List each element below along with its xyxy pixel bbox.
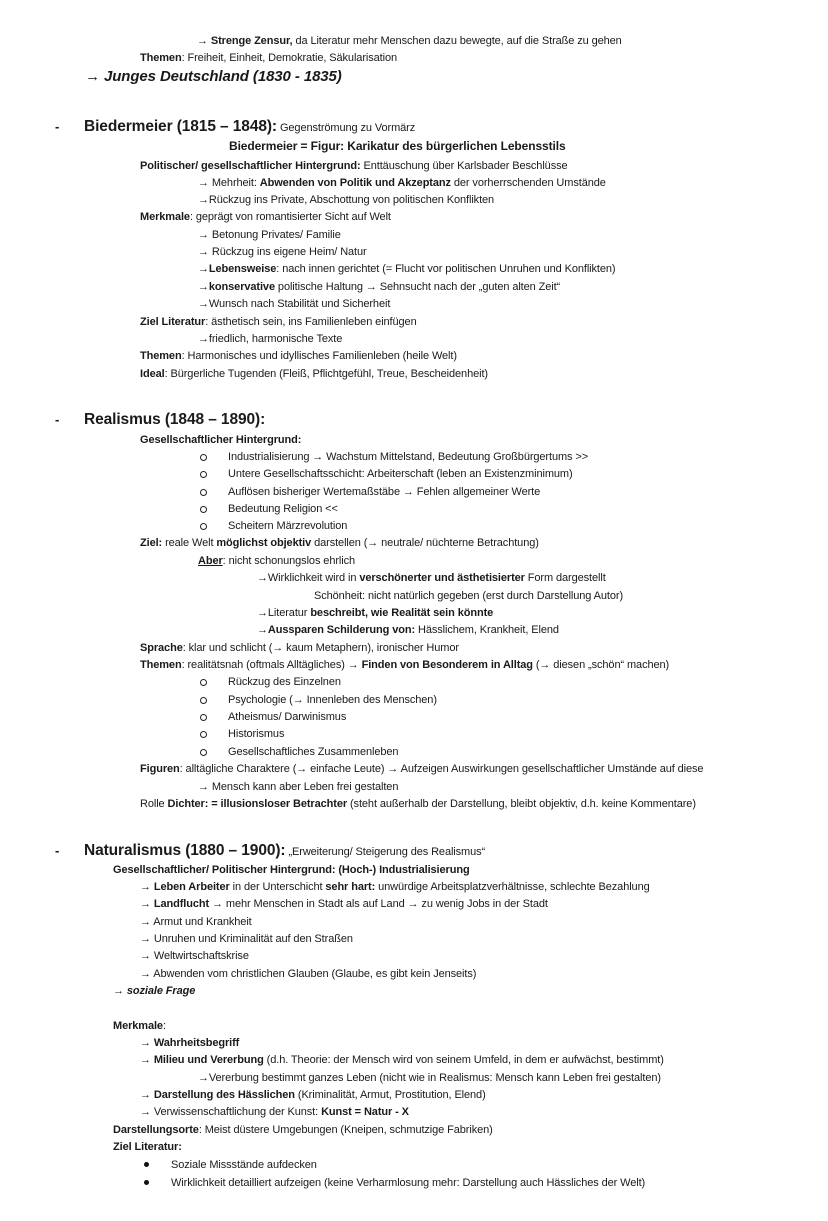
text: reale Welt xyxy=(162,537,217,549)
text: (steht außerhalb der Darstellung, bleibt objektiv, d.h. keine Kommentare) xyxy=(347,798,696,810)
naturalismus-mk4 xyxy=(140,1088,486,1102)
zensur-line xyxy=(197,34,622,48)
darstellungsorte-text: : Meist düstere Umgebungen (Kneipen, schmutzige Fabriken) xyxy=(198,1124,493,1136)
bold-text: Dichter: = illusionsloser Betrachter xyxy=(167,798,348,810)
circle-bullet xyxy=(200,489,207,496)
naturalismus-h1 xyxy=(140,880,650,894)
ziel-label: Ziel Literatur xyxy=(140,316,206,328)
text: → Mehrheit: xyxy=(198,177,260,189)
biedermeier-m4 xyxy=(198,280,560,294)
naturalismus-mk5 xyxy=(140,1105,409,1119)
figuren-text: : alltägliche Charaktere (→ einfache Leute) → Aufzeigen Auswirkungen gesellschaftlicher Umstände auf diese xyxy=(179,763,704,775)
realismus-themen xyxy=(140,658,669,672)
naturalismus-heading xyxy=(84,842,485,861)
merkmale-label: Merkmale xyxy=(140,211,190,223)
text: Rolle xyxy=(140,798,168,810)
realismus-aber xyxy=(198,554,355,568)
circle-bullet xyxy=(200,714,207,721)
naturalismus-mk2 xyxy=(140,1053,664,1067)
themen-label: Themen xyxy=(140,350,182,362)
figuren-label: Figuren xyxy=(140,763,180,775)
merkmale-label: Merkmale xyxy=(113,1020,163,1032)
themen-label: Themen xyxy=(140,52,182,64)
bold-text: Landflucht xyxy=(153,898,210,910)
biedermeier-m3 xyxy=(198,262,615,276)
bold-text: →konservative xyxy=(198,281,275,293)
naturalismus-h2 xyxy=(140,897,548,911)
sprache-label: Sprache xyxy=(140,642,183,654)
text: → Verwissenschaftlichung der Kunst: xyxy=(140,1106,322,1118)
bold-text: → Darstellung des Hässlichen xyxy=(140,1089,295,1101)
merkmale-text: : geprägt von romantisierter Sicht auf Welt xyxy=(189,211,391,223)
circle-bullet xyxy=(200,697,207,704)
realismus-themen-item: Atheismus/ Darwinismus xyxy=(228,711,347,723)
realismus-themen-item: Historismus xyxy=(228,728,285,740)
realismus-themen-item: Gesellschaftliches Zusammenleben xyxy=(228,746,399,758)
aber-label: Aber xyxy=(198,555,223,567)
text: → mehr Menschen in Stadt als auf Land → zu wenig Jobs in der Stadt xyxy=(209,898,548,910)
biedermeier-subtitle: Gegenströmung zu Vormärz xyxy=(277,122,416,134)
text: Hässlichem, Krankheit, Elend xyxy=(415,624,559,636)
naturalismus-darstellungsorte xyxy=(113,1123,493,1137)
naturalismus-ziel: Ziel Literatur: xyxy=(113,1141,182,1153)
zensur-text: da Literatur mehr Menschen dazu bewegte, auf die Straße zu gehen xyxy=(292,35,622,47)
naturalismus-h4: → Unruhen und Kriminalität auf den Straßen xyxy=(140,933,353,945)
sprache-text: : klar und schlicht (→ kaum Metaphern), ironischer Humor xyxy=(182,642,459,654)
ziel-text: : ästhetisch sein, ins Familienleben einfügen xyxy=(205,316,417,328)
realismus-themen-item: Rückzug des Einzelnen xyxy=(228,676,341,688)
dot-bullet xyxy=(144,1180,149,1185)
naturalismus-mk3: →Vererbung bestimmt ganzes Leben (nicht wie in Realismus: Mensch kann Leben frei gestalten) xyxy=(198,1072,661,1084)
circle-bullet xyxy=(200,679,207,686)
biedermeier-figur: Biedermeier = Figur: Karikatur des bürgerlichen Lebensstils xyxy=(229,139,566,153)
biedermeier-m5: →Wunsch nach Stabilität und Sicherheit xyxy=(198,298,391,310)
realismus-hg-item: Auflösen bisheriger Wertemaßstäbe → Fehlen allgemeiner Werte xyxy=(228,486,541,498)
text: →Wirklichkeit wird in xyxy=(257,572,360,584)
naturalismus-title: Naturalismus (1880 – 1900): xyxy=(84,842,286,859)
bold-text: Finden von Besonderem in Alltag xyxy=(361,659,533,671)
text: (d.h. Theorie: der Mensch wird von seinem Umfeld, in dem er aufwächst, bestimmt) xyxy=(263,1054,664,1066)
text: (Kriminalität, Armut, Prostitution, Elend) xyxy=(294,1089,486,1101)
bullet-dash: - xyxy=(55,119,60,134)
bold-text: →Lebensweise xyxy=(198,263,277,275)
themen-label: Themen xyxy=(140,659,182,671)
bold-text: Leben Arbeiter xyxy=(153,881,230,893)
naturalismus-mk1: → Wahrheitsbegriff xyxy=(140,1037,240,1049)
biedermeier-title: Biedermeier (1815 – 1848): xyxy=(84,118,277,135)
realismus-sprache xyxy=(140,641,459,655)
circle-bullet xyxy=(200,506,207,513)
text: (→ diesen „schön“ machen) xyxy=(532,659,670,671)
ideal-text: : Bürgerliche Tugenden (Fleiß, Pflichtgefühl, Treue, Bescheidenheit) xyxy=(164,368,488,380)
themen-text: : Harmonisches und idyllisches Familienleben (heile Welt) xyxy=(181,350,457,362)
circle-bullet xyxy=(200,731,207,738)
realismus-hg-item: Bedeutung Religion << xyxy=(228,503,338,515)
biedermeier-hintergrund xyxy=(140,159,568,173)
realismus-hg-item: Industrialisierung → Wachstum Mittelstand, Bedeutung Großbürgertums >> xyxy=(228,451,589,463)
circle-bullet xyxy=(200,749,207,756)
biedermeier-hg1 xyxy=(198,176,606,190)
realismus-w4 xyxy=(257,623,559,637)
text: : xyxy=(162,1020,166,1032)
naturalismus-subtitle: „Erweiterung/ Steigerung des Realismus“ xyxy=(285,846,486,858)
zensur-bold: → Strenge Zensur, xyxy=(197,35,293,47)
bold-text: →Aussparen Schilderung von: xyxy=(257,624,416,636)
bullet-dash: - xyxy=(55,412,60,427)
themen-text: : Freiheit, Einheit, Demokratie, Säkularisation xyxy=(181,52,397,64)
naturalismus-ziel-item: Soziale Missstände aufdecken xyxy=(171,1159,317,1171)
biedermeier-m1: → Betonung Privates/ Familie xyxy=(198,229,341,241)
hintergrund-text: Enttäuschung über Karlsbader Beschlüsse xyxy=(360,160,568,172)
text: → xyxy=(140,881,154,893)
realismus-themen-item: Psychologie (→ Innenleben des Menschen) xyxy=(228,694,437,706)
biedermeier-ziel1: →friedlich, harmonische Texte xyxy=(198,333,343,345)
realismus-rolle xyxy=(140,797,696,811)
naturalismus-h5: → Weltwirtschaftskrise xyxy=(140,950,249,962)
top-themen-line xyxy=(140,51,397,65)
ziel-label: Ziel: xyxy=(140,537,163,549)
bullet-dash: - xyxy=(55,843,60,858)
naturalismus-ziel-item: Wirklichkeit detailliert aufzeigen (keine Verharmlosung mehr: Darstellung auch Hässliches der Welt) xyxy=(171,1177,646,1189)
bold-text: → Milieu und Vererbung xyxy=(140,1054,264,1066)
realismus-hintergrund: Gesellschaftlicher Hintergrund: xyxy=(140,434,302,446)
realismus-w1 xyxy=(257,571,606,585)
text: politische Haltung → Sehnsucht nach der „guten alten Zeit“ xyxy=(274,281,561,293)
naturalismus-soziale-frage: → soziale Frage xyxy=(113,985,196,997)
realismus-ziel xyxy=(140,536,539,550)
realismus-hg-item: Untere Gesellschaftsschicht: Arbeiterschaft (leben an Existenzminimum) xyxy=(228,468,573,480)
realismus-w2: Schönheit: nicht natürlich gegeben (erst durch Darstellung Autor) xyxy=(314,590,624,602)
realismus-hg-item: Scheitern Märzrevolution xyxy=(228,520,348,532)
naturalismus-h3: → Armut und Krankheit xyxy=(140,916,252,928)
bold-text: sehr hart: xyxy=(325,881,376,893)
junges-deutschland-heading: → Junges Deutschland (1830 - 1835) xyxy=(85,68,342,85)
biedermeier-heading xyxy=(84,118,415,137)
bold-text: verschönerter und ästhetisierter xyxy=(359,572,525,584)
text: in der Unterschicht xyxy=(229,881,326,893)
text: darstellen (→ neutrale/ nüchterne Betrachtung) xyxy=(311,537,539,549)
biedermeier-m2: → Rückzug ins eigene Heim/ Natur xyxy=(198,246,367,258)
text: → xyxy=(140,898,154,910)
bold-text: möglichst objektiv xyxy=(216,537,312,549)
bold-text: beschreibt, wie Realität sein könnte xyxy=(310,607,494,619)
aber-text: : nicht schonungslos ehrlich xyxy=(222,555,356,567)
realismus-w3 xyxy=(257,606,493,620)
biedermeier-hg2: →Rückzug ins Private, Abschottung von politischen Konflikten xyxy=(198,194,495,206)
bold-text: Kunst = Natur - X xyxy=(321,1106,409,1118)
text: unwürdige Arbeitsplatzverhältnisse, schlechte Bezahlung xyxy=(375,881,650,893)
circle-bullet xyxy=(200,471,207,478)
circle-bullet xyxy=(200,523,207,530)
text: der vorherrschenden Umstände xyxy=(450,177,606,189)
text: Form dargestellt xyxy=(524,572,606,584)
ideal-label: Ideal xyxy=(140,368,165,380)
realismus-figuren1: → Mensch kann aber Leben frei gestalten xyxy=(198,781,399,793)
naturalismus-merkmale xyxy=(113,1019,166,1033)
realismus-heading: Realismus (1848 – 1890): xyxy=(84,411,266,428)
darstellungsorte-label: Darstellungsorte xyxy=(113,1124,199,1136)
realismus-figuren xyxy=(140,762,703,776)
biedermeier-ideal xyxy=(140,367,488,381)
circle-bullet xyxy=(200,454,207,461)
naturalismus-hintergrund: Gesellschaftlicher/ Politischer Hintergrund: (Hoch-) Industrialisierung xyxy=(113,864,470,876)
biedermeier-ziel xyxy=(140,315,417,329)
biedermeier-themen xyxy=(140,349,457,363)
text: : nach innen gerichtet (= Flucht vor politischen Unruhen und Konflikten) xyxy=(276,263,616,275)
bold-text: Abwenden von Politik und Akzeptanz xyxy=(259,177,451,189)
dot-bullet xyxy=(144,1162,149,1167)
biedermeier-merkmale xyxy=(140,210,391,224)
text: : realitätsnah (oftmals Alltägliches) → xyxy=(181,659,362,671)
naturalismus-h6: → Abwenden vom christlichen Glauben (Glaube, es gibt kein Jenseits) xyxy=(140,968,477,980)
hintergrund-label: Politischer/ gesellschaftlicher Hintergrund: xyxy=(140,160,361,172)
text: →Literatur xyxy=(257,607,311,619)
